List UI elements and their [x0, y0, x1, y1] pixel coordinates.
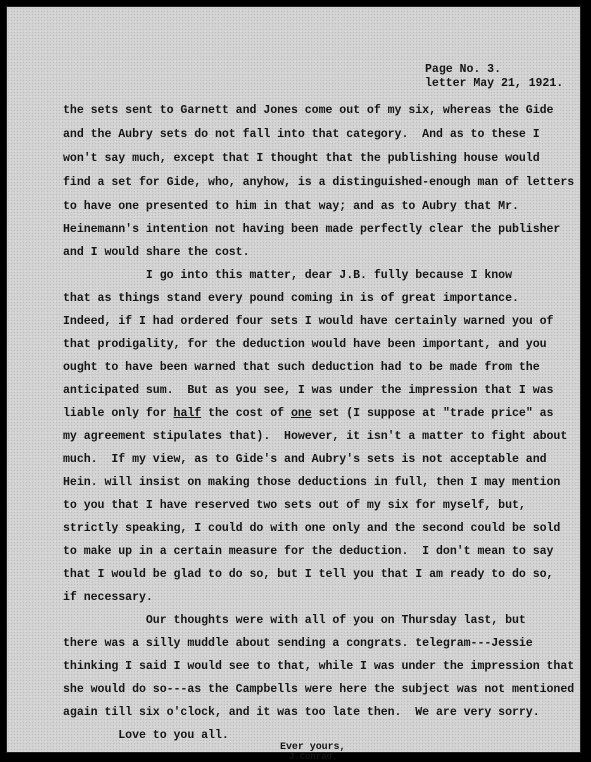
signature: J.Conrad.	[289, 752, 338, 762]
page-number: Page No. 3.	[425, 63, 501, 76]
body-line: ought to have been warned that such deduction had to be made from the	[63, 361, 540, 374]
body-line: I go into this matter, dear J.B. fully because I know	[63, 269, 512, 282]
body-line: that I would be glad to do so, but I tell you that I am ready to do so,	[63, 568, 554, 581]
valediction: Ever yours,	[280, 742, 346, 753]
body-line: my agreement stipulates that). However, it isn't a matter to fight about	[63, 430, 568, 443]
body-line: anticipated sum. But as you see, I was under the impression that I was	[63, 384, 554, 397]
body-line: and I would share the cost.	[63, 246, 250, 259]
body-line: the sets sent to Garnett and Jones come out of my six, whereas the Gide	[63, 104, 554, 117]
body-line: if necessary.	[63, 591, 153, 604]
body-line: liable only for half the cost of one set (I suppose at "trade price" as	[63, 407, 554, 420]
letter-page	[6, 6, 581, 762]
body-line: much. If my view, as to Gide's and Aubry's sets is not acceptable and	[63, 453, 547, 466]
body-line: find a set for Gide, who, anyhow, is a distinguished-enough man of letters	[63, 176, 575, 189]
letter-date: letter May 21, 1921.	[425, 77, 564, 90]
body-line: won't say much, except that I thought that the publishing house would	[63, 152, 540, 165]
body-line: that as things stand every pound coming in is of great importance.	[63, 292, 519, 305]
body-line: there was a silly muddle about sending a congrats. telegram---Jessie	[63, 637, 533, 650]
body-line: again till six o'clock, and it was too late then. We are very sorry.	[63, 706, 540, 719]
body-line: thinking I said I would see to that, while I was under the impression that	[63, 660, 575, 673]
body-line: that prodigality, for the deduction would have been important, and you	[63, 338, 547, 351]
body-line: to have one presented to him in that way; and as to Aubry that Mr.	[63, 200, 519, 213]
body-line: Hein. will insist on making those deductions in full, then I may mention	[63, 476, 561, 489]
body-line: Our thoughts were with all of you on Thursday last, but	[63, 614, 526, 627]
body-line: to make up in a certain measure for the deduction. I don't mean to say	[63, 545, 554, 558]
body-line: Heinemann's intention not having been made perfectly clear the publisher	[63, 223, 561, 236]
body-line: to you that I have reserved two sets out of my six for myself, but,	[63, 499, 526, 512]
body-line: strictly speaking, I could do with one only and the second could be sold	[63, 522, 561, 535]
body-line: she would do so---as the Campbells were here the subject was not mentioned	[63, 683, 575, 696]
body-line: Indeed, if I had ordered four sets I would have certainly warned you of	[63, 315, 554, 328]
body-line: Love to you all.	[63, 729, 229, 742]
body-line: and the Aubry sets do not fall into that category. And as to these I	[63, 128, 540, 141]
